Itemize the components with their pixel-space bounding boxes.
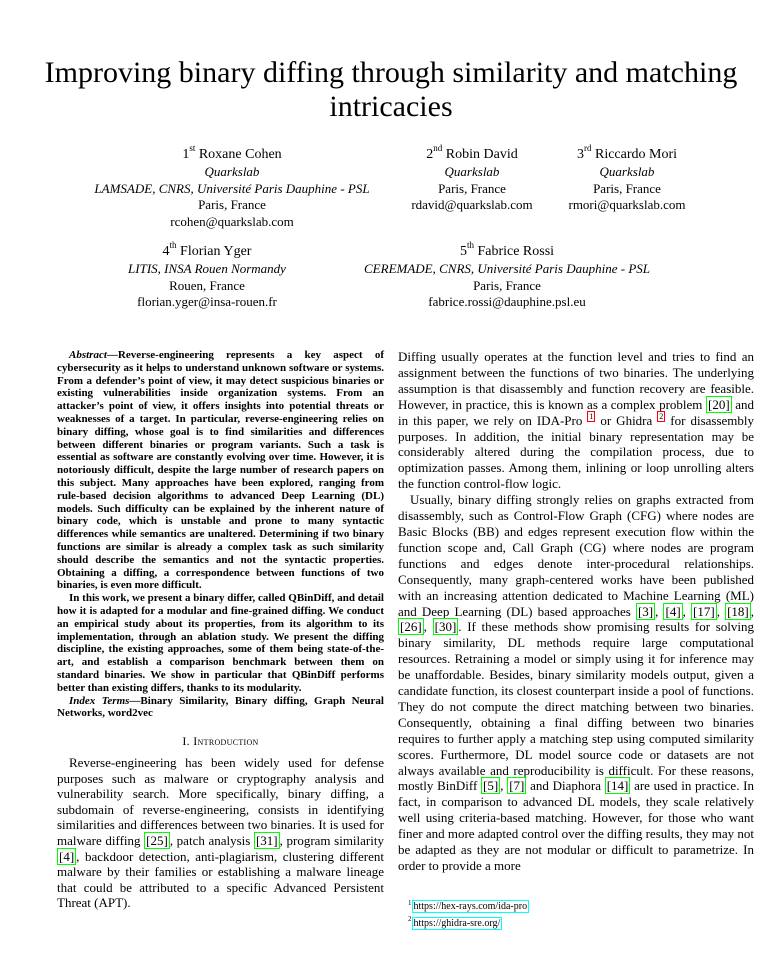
author-affiliation: Quarkslab [204, 164, 260, 179]
author-name: Roxane Cohen [198, 147, 282, 162]
author-email[interactable]: rcohen@quarkslab.com [170, 213, 294, 229]
author-affiliation: LITIS, INSA Rouen Normandy [128, 261, 286, 276]
index-terms: —Binary Similarity, Binary diffing, Graph Neural Networks, word2vec [57, 694, 384, 720]
author-name: Robin David [445, 147, 518, 162]
citation-link[interactable]: [31] [255, 833, 278, 849]
author-number: 1 [182, 147, 190, 162]
abstract [57, 349, 384, 720]
author-email[interactable]: rmori@quarkslab.com [568, 197, 686, 212]
abstract-label: Abstract [69, 349, 107, 361]
paper-title: Improving binary diffing through similarity and matching intricacies [44, 56, 738, 123]
footnote: $^1$ https://hex-rays.com/ida-pro [408, 899, 528, 913]
author-affiliation-2: LAMSADE, CNRS, Université Paris Dauphine - PSL [94, 180, 370, 196]
author-number: 3 [576, 147, 584, 162]
citation-link[interactable]: [4] [665, 603, 681, 619]
author-ordinal: nd [433, 143, 443, 154]
citation-link[interactable]: [30] [434, 619, 457, 635]
citation-link[interactable]: [25] [146, 833, 168, 849]
abstract-text-2: In this work, we present a binary differ, called QBinDiff, and detail how it is adapted for a modular and fine-grained diffing. We conduct an empirical study about its properties, from its algorithm to its implementation, through an ablation study. We present the diffing discipline, the existing approaches, some of them being state-of-the-art, and establish a comparison benchmark between them on standard binaries. We show in particular that QBinDiff performs better than existing differs, thanks to its modularity. [57, 592, 384, 694]
left-column [57, 349, 384, 911]
citation-link[interactable]: [7] [509, 778, 525, 794]
author-block [100, 240, 314, 311]
author-city: Rouen, France [169, 277, 245, 293]
citation-link[interactable]: [3] [637, 603, 654, 619]
index-terms-label: Index Terms [69, 694, 130, 707]
intro-paragraph: Reverse-engineering has been widely used for defense purposes such as malware or cryptography analysis and vulnerability search. More specifically, binary diffing, a subdomain of reverse-engineering, consists in identifying similarities and differences between two binaries. It is used for malware diffing [25] , patch analysis [31] , program similarity [4] , backdoor detection, anti-plagiarism, clustering different malware by their families or establishing a malware lineage that could be attributed to a specific Advanced Persistent Threat (APT). [57, 755, 384, 911]
author-affiliation: Quarkslab [444, 164, 500, 179]
author-ordinal: st [189, 143, 196, 154]
footnote-marker[interactable]: 1 [589, 412, 594, 422]
citation-link[interactable]: [17] [693, 603, 715, 619]
author-email[interactable]: fabrice.rossi@dauphine.psl.eu [428, 294, 586, 309]
citation-link[interactable]: [4] [59, 848, 75, 864]
author-name: Florian Yger [180, 244, 252, 259]
author-name: Fabrice Rossi [477, 244, 555, 259]
author-city: Paris, France [438, 180, 506, 196]
footnotes [408, 897, 529, 930]
abstract-text: —Reverse-engineering represents a key aspect of cybersecurity as it helps to understand unknown software or systems. From a defender’s point of view, it may detect suspicious binaries or existing vulnerabilities inside organization systems. From an attacker’s point of view, it offers insights into potential threats or weaknesses of a target. In particular, reverse-engineering relies on binary diffing, whose goal is to find similarities and differences between different binaries or program variants. Such a task is essential as software are constantly evolving over time. However, it is notoriously difficult, despite the large number of research papers on this subject. Many approaches have been explored, ranging from rule-based decision algorithms to advanced Deep Learning (DL) models. Such difficulty can be explained by the inherent nature of binary code, which is unstable and prone to many syntactic differences while semantics are unaltered. Determining if two binary functions are similar is already a complex task as such similarity should describe the semantics and not the syntactic properties. Obtaining a diffing, a correspondence between functions of two binaries, is even more difficult. [57, 349, 384, 592]
author-ordinal: th [169, 240, 177, 251]
right-column [398, 349, 754, 874]
author-city: Paris, France [198, 197, 266, 212]
footnote-link[interactable]: https://ghidra-sre.org/ [413, 917, 501, 929]
author-email[interactable]: florian.yger@insa-rouen.fr [137, 294, 277, 309]
body-paragraph: Usually, binary diffing strongly relies on graphs extracted from disassembly, such as Control-Flow Graph (CFG) where nodes are Basic Blocks (BB) and edges represent execution flow within the function scope and, Call Graph (CG) where nodes are program functions and edges denote inter-procedural relationships. Consequently, many graph-centered works have been published with an increasing attention dedicated to Machine Learning (ML) and Deep Learning (DL) based approaches [3] , [4] , [17] , [18] , [26] , [30] . If these methods show promising results for solving binary similarity, DL methods require large computational resources. Retraining a model or simply using it for inference may be unaffordable. Besides, binary similarity models output, given a candidate function, its closest counterpart inside a pool of functions. They do not compute the direct matching between two binaries. Consequently, obtaining a final diffing between two binaries requires to further apply a matching step using computed similarity scores. Furthermore, DL model source code or datasets are not always available and reproducibility is difficult. For these reasons, mostly BinDiff [5] , [7] and Diaphora [14] are used in practice. In fact, in comparison to advanced DL models, they scale relatively well using criteria-based matching. However, for those who want finer and more adapted control over the diffing results, they may not be adapted as they are not modular or difficult to parametrize. In order to provide a more [398, 492, 754, 873]
citation-link[interactable]: [20] [707, 396, 730, 412]
author-email[interactable]: rdavid@quarkslab.com [411, 197, 533, 212]
author-affiliation: Quarkslab [599, 164, 655, 179]
footnote: $^2$ https://ghidra-sre.org/ [408, 915, 501, 929]
footnote-marker[interactable]: 2 [659, 412, 664, 422]
citation-link[interactable]: [14] [606, 778, 629, 794]
author-block [548, 143, 706, 214]
author-affiliation: CEREMADE, CNRS, Université Paris Dauphine - PSL [364, 261, 650, 276]
citation-link[interactable]: [18] [727, 603, 749, 619]
author-city: Paris, France [593, 180, 661, 196]
author-block [344, 240, 670, 311]
author-ordinal: th [466, 240, 474, 251]
author-number: 2 [426, 147, 434, 162]
citation-link[interactable]: [26] [400, 619, 422, 635]
author-block [394, 143, 550, 214]
author-number: 5 [459, 244, 467, 259]
author-number: 4 [162, 244, 170, 259]
author-name: Riccardo Mori [594, 147, 678, 162]
author-block [60, 143, 404, 230]
section-heading: I. Introduction [182, 734, 259, 749]
citation-link[interactable]: [5] [483, 778, 499, 794]
author-ordinal: rd [583, 143, 592, 154]
footnote-link[interactable]: https://hex-rays.com/ida-pro [413, 901, 528, 913]
author-city: Paris, France [473, 277, 541, 293]
body-paragraph: Diffing usually operates at the function level and tries to find an assignment between the functions of two binaries. The underlying assumption is that disassembly and function recovery are feasible. However, in practice, this is known as a complex problem [20] and in this paper, we rely on IDA-Pro $^1$ or Ghidra $^2$ for disassembly purposes. In addition, the initial binary representation may be considerably altered during the compilation process, due to optimization passes. Among them, inlining or loop unrolling alters the function control-flow logic. [398, 349, 755, 492]
